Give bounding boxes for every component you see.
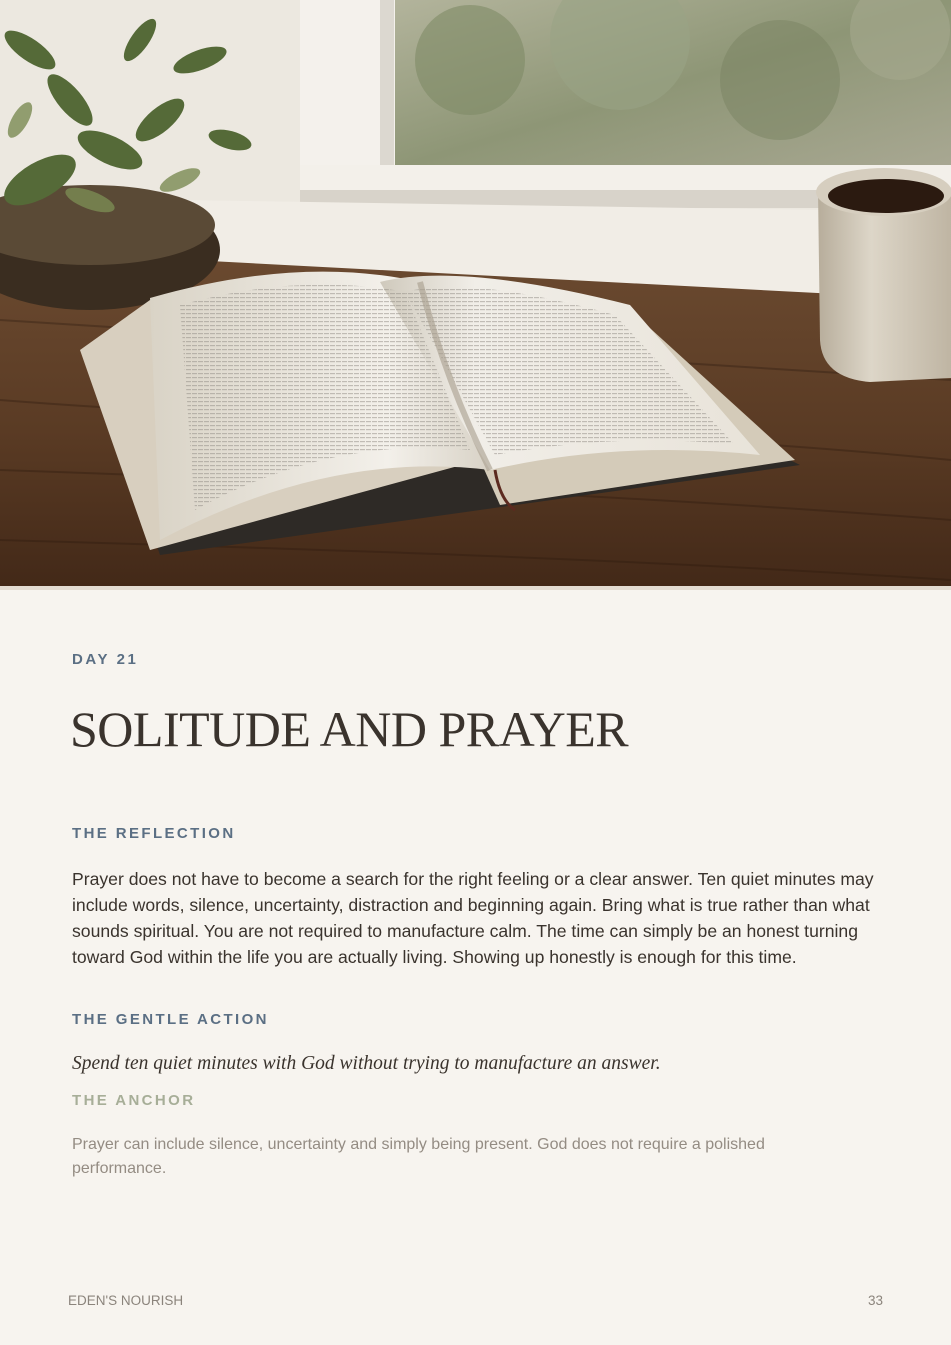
- bible-on-table-image: [0, 0, 951, 612]
- footer-brand: EDEN'S NOURISH: [68, 1293, 184, 1308]
- anchor-heading: THE ANCHOR: [72, 1092, 196, 1109]
- hero-photo: [0, 0, 951, 612]
- page-number: 33: [867, 1293, 883, 1308]
- reflection-heading: THE REFLECTION: [72, 825, 236, 842]
- gentle-action-body: Spend ten quiet minutes with God without trying to manufacture an answer.: [72, 1053, 661, 1074]
- gentle-action-heading: THE GENTLE ACTION: [72, 1011, 269, 1028]
- day-label: DAY 21: [72, 651, 139, 668]
- reflection-body: Prayer does not have to become a search for the right feeling or a clear answer. Ten quiet minutes may include words, silence, uncertainty, distraction and beginning again. Bring what is true rather than what sounds spiritual. You are not required to manufacture calm. The time can simply be an honest turning toward God within the life you are actually living. Showing up honestly is enough for this time.: [72, 869, 874, 967]
- anchor-body: Prayer can include silence, uncertainty and simply being present. God does not require a polished performance.: [72, 1136, 765, 1177]
- page-title: SOLITUDE AND PRAYER: [70, 701, 629, 757]
